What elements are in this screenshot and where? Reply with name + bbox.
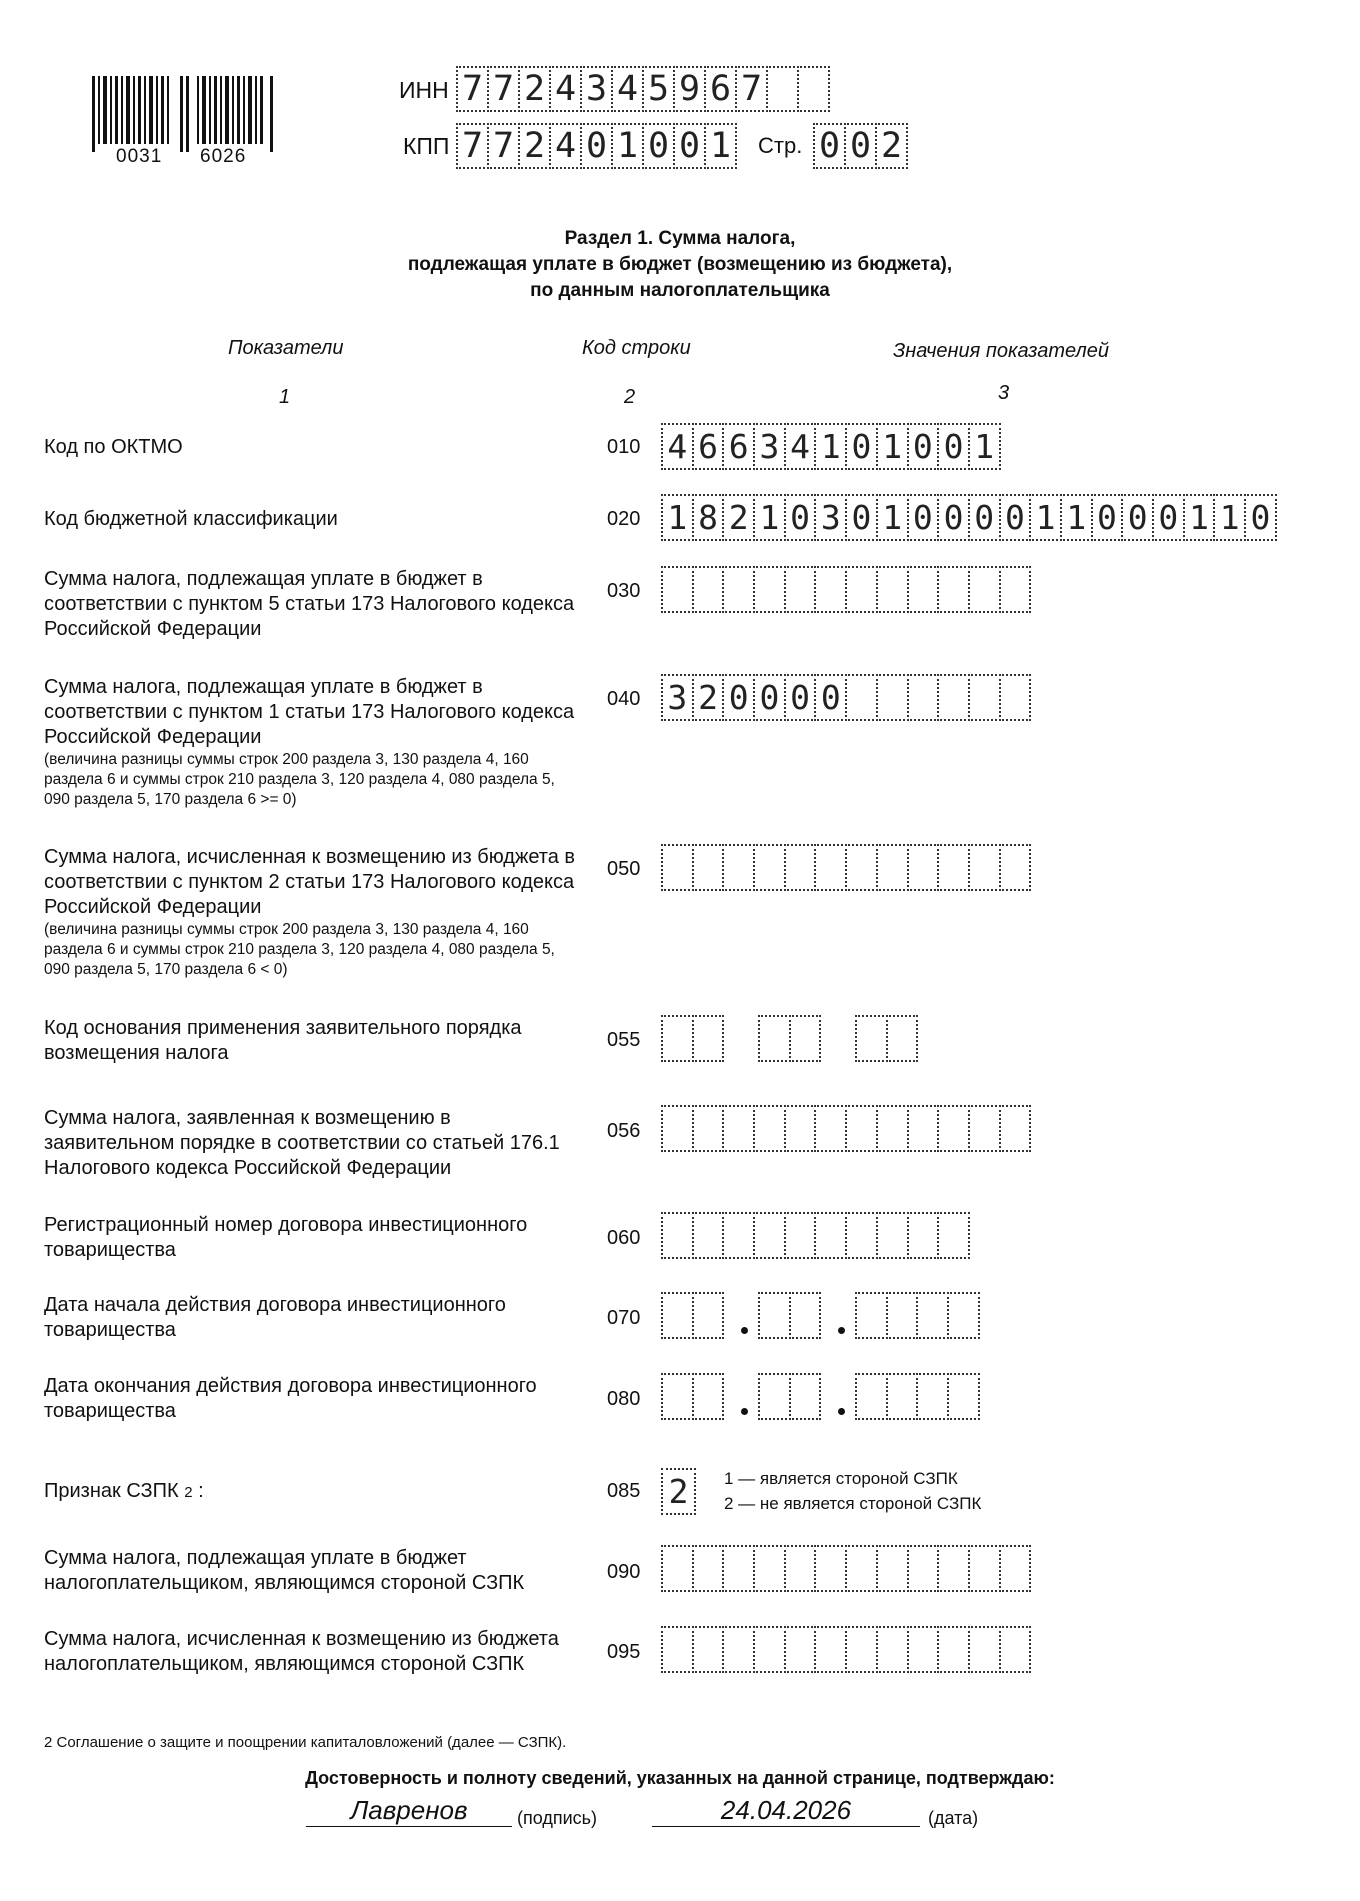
digit-cell[interactable] [784,1626,817,1673]
section-title-line: Раздел 1. Сумма налога, [564,228,796,249]
row-095-label: Сумма налога, исчисленная к возмещению из бюджета налогоплательщиком, являющимся стороной СЗПК [44,1628,559,1675]
digit-cell[interactable] [937,566,970,613]
digit-cell[interactable] [937,844,970,891]
kpp-label: КПП [403,133,450,159]
digit-cell[interactable] [766,66,799,112]
row-040-label-text: Сумма налога, подлежащая уплате в бюджет в соответствии с пунктом 1 статьи 173 Налогового кодекса Российской Федерации [44,676,575,748]
row-090-label: Сумма налога, подлежащая уплате в бюджет налогоплательщиком, являющимся стороной СЗПК [44,1547,525,1594]
row-050-note: (величина разницы суммы строк 200 раздела 3, 130 раздела 4, 160 раздела 6 и суммы строк 210 раздела 3, 120 раздела 4, 080 раздела 5, 090 раздела 5, 170 раздела 6 < 0) [44,921,555,978]
section-title-line: по данным налогоплательщика [530,280,830,301]
digit-cell[interactable] [722,1212,755,1259]
digit-cell[interactable] [845,844,878,891]
digit-cell[interactable] [947,1373,980,1420]
digit-cell[interactable]: 0 [580,123,613,169]
digit-cell[interactable] [692,566,725,613]
digit-cell[interactable] [855,1373,888,1420]
digit-cell[interactable] [661,1292,694,1339]
digit-cell[interactable] [814,1545,847,1592]
row-055-code: 055 [607,1029,641,1051]
digit-cell[interactable] [968,1626,1001,1673]
date-separator-dot [838,1327,845,1334]
digit-cell[interactable] [753,1626,786,1673]
digit-cell[interactable] [876,674,909,721]
digit-cell[interactable] [722,1626,755,1673]
digit-cell[interactable]: 0 [784,494,817,541]
digit-cell[interactable]: 4 [549,66,582,112]
digit-cell[interactable]: 1 [611,123,644,169]
digit-cell[interactable]: 7 [487,123,520,169]
row-056-code: 056 [607,1120,641,1142]
digit-cell[interactable]: 1 [753,494,786,541]
digit-cell[interactable] [661,566,694,613]
barcode-left-number: 0031 [116,146,163,167]
digit-cell[interactable] [999,844,1032,891]
page-label: Стр. [758,133,803,158]
row-030-value-field[interactable] [661,566,1031,613]
digit-cell[interactable]: 0 [999,494,1032,541]
digit-cell[interactable] [999,1545,1032,1592]
digit-cell[interactable]: 0 [814,674,847,721]
digit-cell[interactable] [876,1626,909,1673]
row-050-code: 050 [607,858,641,880]
row-050-label-text: Сумма налога, исчисленная к возмещению из бюджета в соответствии с пунктом 2 статьи 173 Налогового кодекса Российской Федерации [44,846,576,918]
digit-cell[interactable] [907,1626,940,1673]
digit-cell[interactable] [968,844,1001,891]
row-030-label: Сумма налога, подлежащая уплате в бюджет в соответствии с пунктом 5 статьи 173 Налогового кодекса Российской Федерации [44,568,575,640]
row-020-value-field[interactable] [661,494,1277,541]
digit-cell[interactable]: 1 [1183,494,1216,541]
digit-cell[interactable]: 8 [692,494,725,541]
row-070-month-field[interactable] [758,1292,821,1339]
digit-cell[interactable] [907,1212,940,1259]
date-separator-dot [741,1327,748,1334]
digit-cell[interactable]: 2 [722,494,755,541]
digit-cell[interactable]: 0 [937,423,970,470]
digit-cell[interactable] [814,1212,847,1259]
row-040-note: (величина разницы суммы строк 200 раздела 3, 130 раздела 4, 160 раздела 6 и суммы строк 210 раздела 3, 120 раздела 4, 080 раздела 5, 090 раздела 5, 170 раздела 6 >= 0) [44,751,555,808]
digit-cell[interactable]: 4 [611,66,644,112]
digit-cell[interactable]: 6 [722,423,755,470]
digit-cell[interactable] [999,674,1032,721]
digit-cell[interactable]: 1 [1213,494,1246,541]
digit-cell[interactable] [845,1212,878,1259]
digit-cell[interactable]: 0 [1121,494,1154,541]
digit-cell[interactable] [753,1212,786,1259]
row-055-value-field-1[interactable] [661,1015,724,1062]
digit-cell[interactable]: 1 [968,423,1001,470]
digit-cell[interactable] [968,674,1001,721]
digit-cell[interactable] [661,1015,694,1062]
digit-cell[interactable]: 2 [518,123,551,169]
row-050-value-field[interactable] [661,844,1031,891]
digit-cell[interactable]: 0 [784,674,817,721]
digit-cell[interactable] [661,1373,694,1420]
row-010-label: Код по ОКТМО [44,436,183,458]
digit-cell[interactable] [661,844,694,891]
digit-cell[interactable] [692,1292,725,1339]
digit-cell[interactable]: 0 [813,123,846,169]
row-050-label [44,845,584,980]
row-090-value-field[interactable] [661,1545,1031,1592]
digit-cell[interactable] [789,1015,822,1062]
row-085-code: 085 [607,1480,641,1502]
digit-cell[interactable]: 0 [937,494,970,541]
row-070-code: 070 [607,1307,641,1329]
row-095-code: 095 [607,1641,641,1663]
digit-cell[interactable] [845,1545,878,1592]
digit-cell[interactable] [937,1212,970,1259]
digit-cell[interactable] [722,1545,755,1592]
digit-cell[interactable] [876,566,909,613]
digit-cell[interactable] [784,566,817,613]
row-070-year-field[interactable] [855,1292,980,1339]
col2-header: Код строки [582,337,691,359]
row-070-label: Дата начала действия договора инвестиционного товарищества [44,1294,506,1341]
digit-cell[interactable]: 6 [692,423,725,470]
digit-cell[interactable]: 5 [642,66,675,112]
digit-cell[interactable]: 0 [642,123,675,169]
barcode-right-number: 6026 [200,146,247,167]
digit-cell[interactable] [876,1105,909,1152]
row-020-code: 020 [607,508,641,530]
digit-cell[interactable] [855,1015,888,1062]
row-080-code: 080 [607,1388,641,1410]
digit-cell[interactable] [845,1626,878,1673]
digit-cell[interactable] [876,1545,909,1592]
digit-cell[interactable]: 0 [1091,494,1124,541]
row-060-code: 060 [607,1227,641,1249]
digit-cell[interactable]: 1 [1029,494,1062,541]
digit-cell[interactable]: 0 [722,674,755,721]
digit-cell[interactable] [722,1105,755,1152]
digit-cell[interactable] [886,1015,919,1062]
digit-cell[interactable] [661,1212,694,1259]
date-field[interactable]: 24.04.2026 [652,1794,920,1827]
digit-cell[interactable] [907,566,940,613]
inn-label: ИНН [399,77,449,103]
digit-cell[interactable]: 0 [753,674,786,721]
digit-cell[interactable] [722,844,755,891]
digit-cell[interactable] [692,1105,725,1152]
row-056-value-field[interactable] [661,1105,1031,1152]
szpk-option-1: 1 — является стороной СЗПК [724,1469,958,1488]
digit-cell[interactable]: 2 [875,123,908,169]
digit-cell[interactable]: 6 [704,66,737,112]
digit-cell[interactable] [937,674,970,721]
digit-cell[interactable] [916,1292,949,1339]
digit-cell[interactable]: 2 [661,1468,696,1515]
digit-cell[interactable]: 1 [876,423,909,470]
digit-cell[interactable]: 7 [456,123,489,169]
digit-cell[interactable] [907,1105,940,1152]
digit-cell[interactable]: 1 [1060,494,1093,541]
row-085-colon: : [198,1480,204,1502]
row-080-month-field[interactable] [758,1373,821,1420]
digit-cell[interactable] [661,1105,694,1152]
inn-field[interactable] [456,66,830,112]
digit-cell[interactable] [692,1373,725,1420]
digit-cell[interactable] [661,1545,694,1592]
row-010-value-field[interactable] [661,423,1001,470]
col3-number: 3 [998,382,1010,404]
digit-cell[interactable]: 9 [673,66,706,112]
digit-cell[interactable]: 7 [487,66,520,112]
digit-cell[interactable] [753,1105,786,1152]
digit-cell[interactable] [784,844,817,891]
digit-cell[interactable] [758,1015,791,1062]
digit-cell[interactable]: 2 [518,66,551,112]
digit-cell[interactable]: 0 [968,494,1001,541]
page-number-field[interactable] [813,123,908,169]
date-separator-dot [741,1408,748,1415]
digit-cell[interactable]: 4 [784,423,817,470]
row-055-value-field-3[interactable] [855,1015,918,1062]
digit-cell[interactable]: 0 [907,423,940,470]
szpk-option-2: 2 — не является стороной СЗПК [724,1494,982,1513]
digit-cell[interactable] [876,844,909,891]
col1-number: 1 [279,386,291,408]
digit-cell[interactable] [968,566,1001,613]
digit-cell[interactable] [814,566,847,613]
digit-cell[interactable] [845,566,878,613]
digit-cell[interactable]: 2 [692,674,725,721]
row-020-label: Код бюджетной классификации [44,508,338,530]
digit-cell[interactable]: 3 [753,423,786,470]
signature-caption: (подпись) [517,1808,598,1828]
digit-cell[interactable] [814,1626,847,1673]
row-060-value-field[interactable] [661,1212,970,1259]
col3-header: Значения показателей [893,340,1110,362]
digit-cell[interactable]: 0 [1152,494,1185,541]
digit-cell[interactable] [916,1373,949,1420]
digit-cell[interactable]: 1 [661,494,694,541]
digit-cell[interactable]: 4 [661,423,694,470]
digit-cell[interactable] [692,1545,725,1592]
digit-cell[interactable] [855,1292,888,1339]
row-060-label: Регистрационный номер договора инвестиционного товарищества [44,1214,528,1261]
row-055-label: Код основания применения заявительного порядка возмещения налога [44,1017,522,1064]
digit-cell[interactable] [937,1105,970,1152]
digit-cell[interactable] [797,66,830,112]
digit-cell[interactable] [789,1292,822,1339]
digit-cell[interactable]: 0 [845,494,878,541]
digit-cell[interactable] [814,1105,847,1152]
confirmation-text: Достоверность и полноту сведений, указанных на данной странице, подтверждаю: [305,1768,1055,1788]
digit-cell[interactable] [937,1545,970,1592]
digit-cell[interactable] [937,1626,970,1673]
digit-cell[interactable] [968,1545,1001,1592]
digit-cell[interactable] [907,674,940,721]
digit-cell[interactable] [789,1373,822,1420]
row-085-value-field[interactable] [661,1468,696,1515]
digit-cell[interactable] [784,1212,817,1259]
digit-cell[interactable] [722,566,755,613]
row-085-label [44,1479,584,1505]
digit-cell[interactable] [758,1373,791,1420]
digit-cell[interactable] [661,1626,694,1673]
digit-cell[interactable] [907,1545,940,1592]
digit-cell[interactable] [876,1212,909,1259]
digit-cell[interactable] [753,844,786,891]
row-010-code: 010 [607,436,641,458]
col2-number: 2 [624,386,636,408]
digit-cell[interactable] [784,1545,817,1592]
date-separator-dot [838,1408,845,1415]
row-040-code: 040 [607,688,641,710]
digit-cell[interactable]: 0 [844,123,877,169]
barcode-lines [92,76,277,152]
digit-cell[interactable] [692,1212,725,1259]
digit-cell[interactable]: 1 [876,494,909,541]
row-080-day-field[interactable] [661,1373,724,1420]
digit-cell[interactable] [692,1626,725,1673]
footnote-marker: 2 [184,1484,193,1501]
digit-cell[interactable] [692,1015,725,1062]
digit-cell[interactable]: 0 [845,423,878,470]
digit-cell[interactable] [814,844,847,891]
digit-cell[interactable] [845,1105,878,1152]
footnote: 2 Соглашение о защите и поощрении капиталовложений (далее — СЗПК). [44,1734,567,1751]
digit-cell[interactable] [999,1626,1032,1673]
row-090-code: 090 [607,1561,641,1583]
digit-cell[interactable]: 3 [661,674,694,721]
digit-cell[interactable] [784,1105,817,1152]
digit-cell[interactable] [999,1105,1032,1152]
digit-cell[interactable]: 4 [549,123,582,169]
row-095-value-field[interactable] [661,1626,1031,1673]
digit-cell[interactable]: 1 [814,423,847,470]
digit-cell[interactable] [907,844,940,891]
digit-cell[interactable] [886,1292,919,1339]
szpk-options [724,1466,981,1516]
section-title-line: подлежащая уплате в бюджет (возмещению из бюджета), [407,254,953,275]
digit-cell[interactable] [758,1292,791,1339]
digit-cell[interactable] [753,566,786,613]
digit-cell[interactable] [753,1545,786,1592]
col1-header: Показатели [228,337,344,359]
digit-cell[interactable]: 3 [580,66,613,112]
digit-cell[interactable]: 0 [1244,494,1277,541]
row-055-value-field-2[interactable] [758,1015,821,1062]
row-085-label-text: Признак СЗПК [44,1480,179,1502]
digit-cell[interactable] [968,1105,1001,1152]
digit-cell[interactable] [692,844,725,891]
digit-cell[interactable] [999,566,1032,613]
digit-cell[interactable] [845,674,878,721]
row-030-code: 030 [607,580,641,602]
kpp-field[interactable] [456,123,737,169]
digit-cell[interactable]: 0 [673,123,706,169]
signature[interactable]: Лавренов [306,1794,512,1827]
row-040-label [44,675,584,810]
row-080-label: Дата окончания действия договора инвестиционного товарищества [44,1375,537,1422]
digit-cell[interactable]: 7 [456,66,489,112]
digit-cell[interactable]: 1 [704,123,737,169]
row-040-value-field[interactable] [661,674,1031,721]
date-caption: (дата) [928,1808,979,1828]
digit-cell[interactable]: 0 [907,494,940,541]
digit-cell[interactable]: 3 [814,494,847,541]
section-title [0,226,1360,304]
row-056-label: Сумма налога, заявленная к возмещению в заявительном порядке в соответствии со статьей 176.1 Налогового кодекса Российской Федерации [44,1107,560,1179]
digit-cell[interactable] [886,1373,919,1420]
digit-cell[interactable] [947,1292,980,1339]
digit-cell[interactable]: 7 [735,66,768,112]
row-080-year-field[interactable] [855,1373,980,1420]
row-070-day-field[interactable] [661,1292,724,1339]
